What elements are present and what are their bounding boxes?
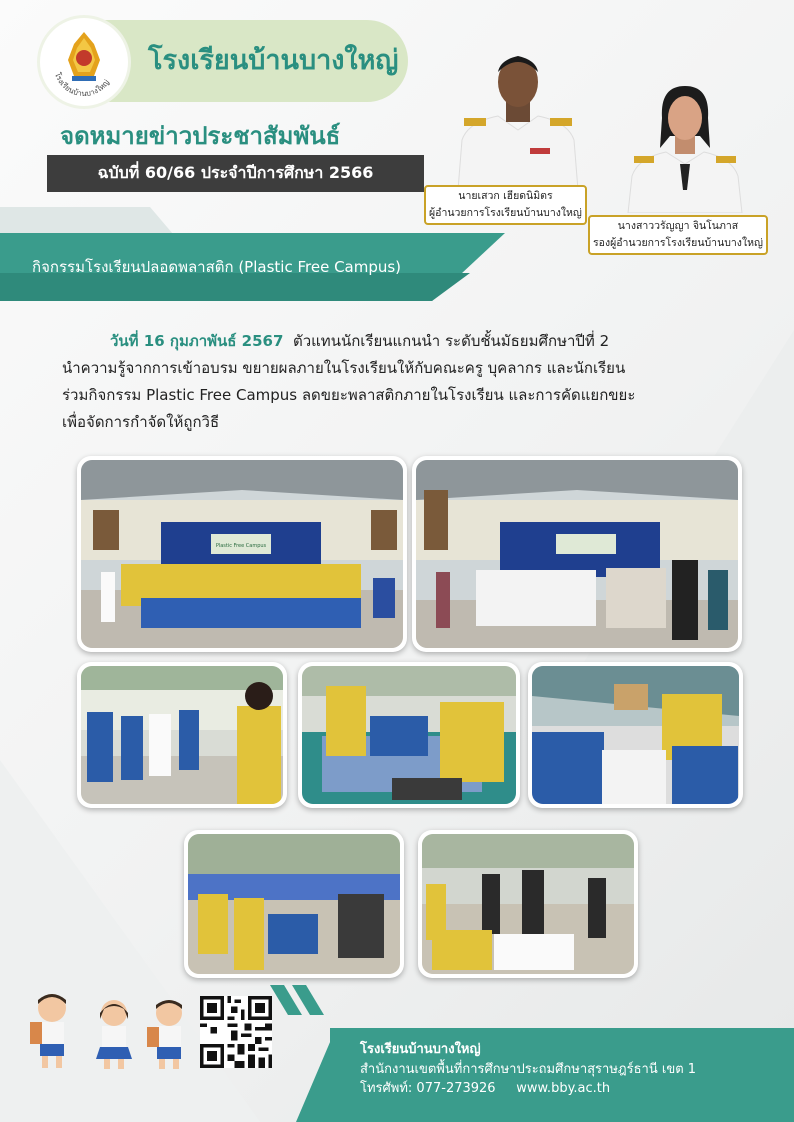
director-position: ผู้อำนวยการโรงเรียนบ้านบางใหญ่	[429, 207, 582, 219]
cartoon-student-1	[26, 990, 80, 1070]
cartoon-student-2	[90, 995, 138, 1070]
activity-title: กิจกรรมโรงเรียนปลอดพลาสติก (Plastic Free Campus)	[32, 258, 402, 276]
activity-photo-4	[298, 662, 520, 808]
article-date: วันที่ 16 กุมภาพันธ์ 2567	[110, 332, 284, 350]
qr-code[interactable]	[200, 996, 272, 1068]
footer-school-name: โรงเรียนบ้านบางใหญ่	[360, 1042, 481, 1057]
footer-wedge	[296, 1028, 336, 1122]
deputy-director-position: รองผู้อำนวยการโรงเรียนบ้านบางใหญ่	[593, 237, 763, 249]
article-line-2: นำความรู้จากการเข้าอบรม ขยายผลภายในโรงเรียนให้กับคณะครู บุคลากร และนักเรียน	[62, 359, 626, 377]
photo-banner-text: Plastic Free Campus	[215, 543, 267, 549]
newsletter-heading: จดหมายข่าวประชาสัมพันธ์	[60, 122, 341, 150]
activity-photo-7	[418, 830, 638, 978]
deputy-director-photo	[620, 78, 750, 213]
activity-photo-1	[77, 456, 407, 652]
footer-office: สำนักงานเขตพื้นที่การศึกษาประถมศึกษาสุราษฎร์ธานี เขต 1	[360, 1062, 697, 1077]
issue-number: ฉบับที่ 60/66 ประจำปีการศึกษา 2566	[47, 155, 424, 192]
activity-photo-2	[412, 456, 742, 652]
article-line-4: เพื่อจัดการกำจัดให้ถูกวิธี	[62, 413, 220, 431]
school-name: โรงเรียนบ้านบางใหญ่	[148, 45, 399, 76]
article-line-1: ตัวแทนนักเรียนแกนนำ ระดับชั้นมัธยมศึกษาปีที่ 2	[283, 332, 610, 350]
school-logo	[40, 18, 128, 106]
footer-contact: โทรศัพท์: 077-273926 www.bby.ac.th	[360, 1081, 611, 1096]
article-line-3: ร่วมกิจกรรม Plastic Free Campus ลดขยะพลาสติกภายในโรงเรียน และการคัดแยกขยะ	[62, 386, 636, 404]
activity-banner	[0, 207, 794, 301]
cartoon-student-3	[145, 995, 193, 1070]
director-photo	[448, 40, 588, 190]
activity-photo-6	[184, 830, 404, 978]
article-text	[62, 328, 742, 436]
deputy-director-name: นางสาววรัญญา จินโนภาส	[617, 220, 739, 232]
footer-chevrons	[270, 985, 340, 1015]
activity-photo-5	[528, 662, 743, 808]
director-name: นายเสวก เฮียดนิมิตร	[458, 190, 553, 202]
logo-text: โรงเรียนบ้านบางใหญ่	[52, 71, 112, 99]
activity-photo-3	[77, 662, 287, 808]
